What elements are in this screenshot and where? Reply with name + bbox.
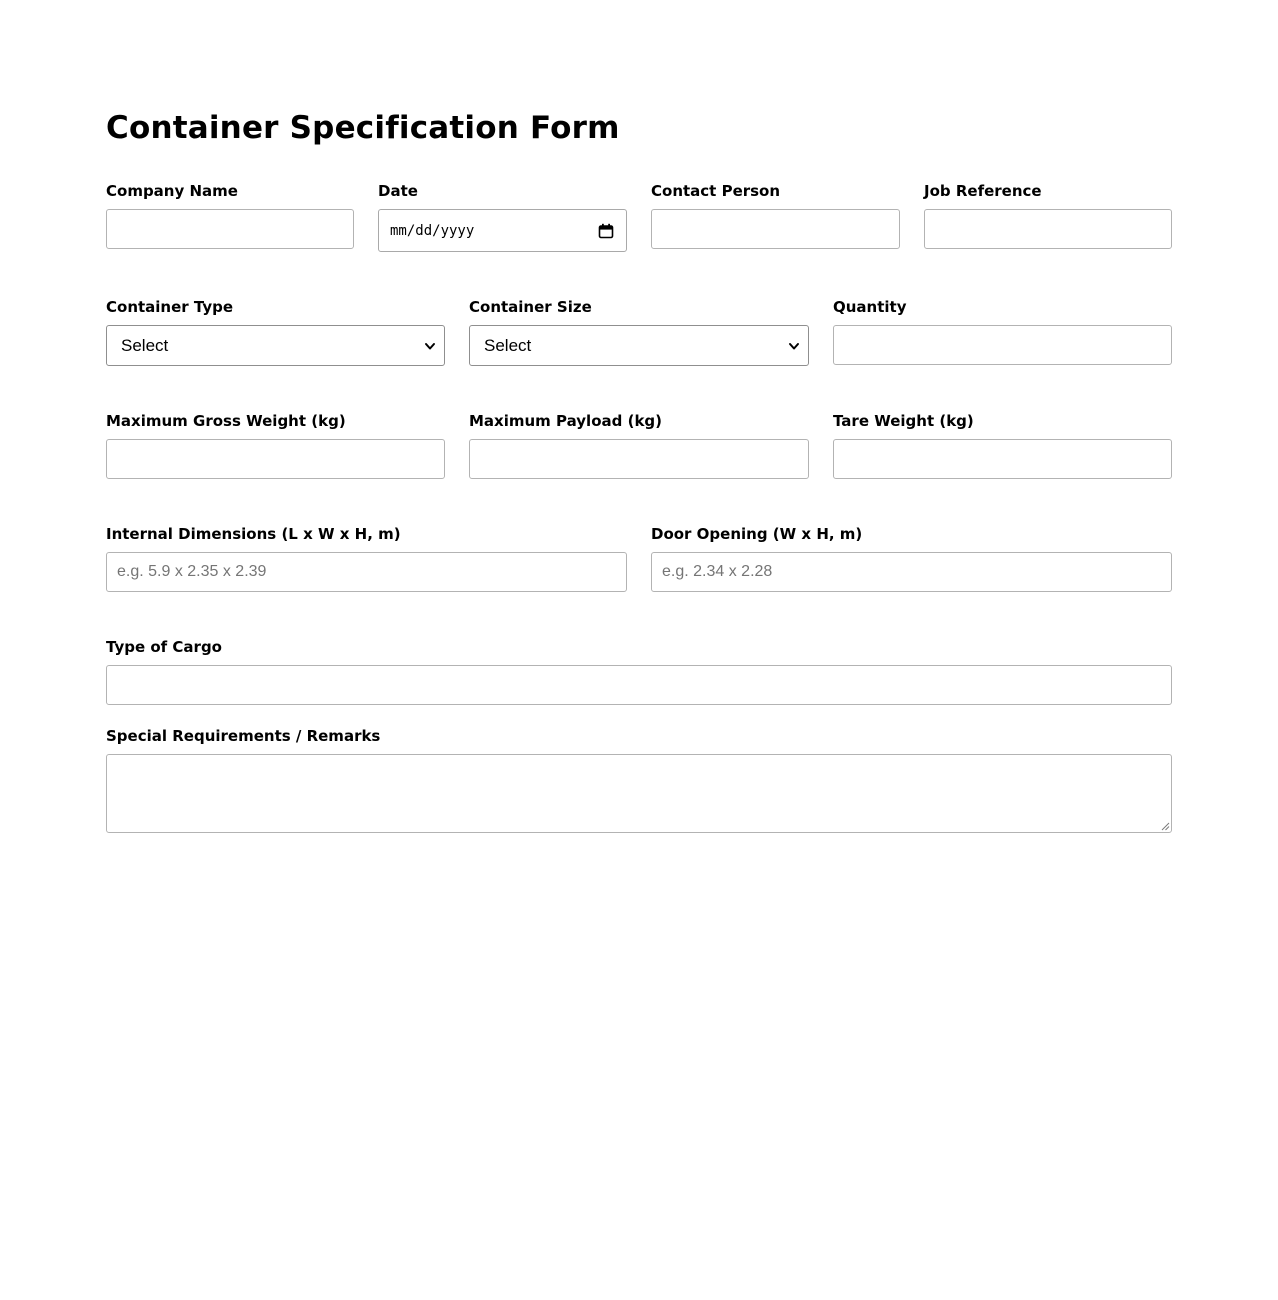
type-of-cargo-input[interactable]	[106, 665, 1172, 705]
job-reference-input[interactable]	[924, 209, 1172, 249]
job-reference-label: Job Reference	[924, 182, 1042, 200]
company-name-input[interactable]	[106, 209, 354, 249]
tare-weight-label: Tare Weight (kg)	[833, 412, 974, 430]
container-size-selected: Select	[484, 335, 532, 355]
date-input[interactable]	[378, 209, 627, 252]
internal-dimensions-label: Internal Dimensions (L x W x H, m)	[106, 525, 401, 543]
page-title: Container Specification Form	[106, 110, 620, 146]
special-requirements-label: Special Requirements / Remarks	[106, 727, 381, 745]
internal-dimensions-input[interactable]	[106, 552, 627, 592]
max-gross-weight-input[interactable]	[106, 439, 445, 479]
tare-weight-input[interactable]	[833, 439, 1172, 479]
door-opening-label: Door Opening (W x H, m)	[651, 525, 863, 543]
container-size-select[interactable]	[469, 325, 809, 366]
container-type-selected: Select	[121, 335, 169, 355]
quantity-input[interactable]	[833, 325, 1172, 365]
container-type-label: Container Type	[106, 298, 234, 316]
calendar-icon[interactable]	[598, 223, 614, 239]
chevron-down-icon	[788, 340, 800, 352]
contact-person-label: Contact Person	[651, 182, 781, 200]
door-opening-input[interactable]	[651, 552, 1172, 592]
quantity-label: Quantity	[833, 298, 907, 316]
date-input-value: mm/dd/yyyy	[390, 222, 475, 239]
max-payload-input[interactable]	[469, 439, 809, 479]
contact-person-input[interactable]	[651, 209, 900, 249]
company-name-label: Company Name	[106, 182, 238, 200]
date-label: Date	[378, 182, 418, 200]
container-size-label: Container Size	[469, 298, 592, 316]
chevron-down-icon	[424, 340, 436, 352]
max-gross-weight-label: Maximum Gross Weight (kg)	[106, 412, 346, 430]
resize-handle-icon[interactable]	[1161, 822, 1170, 831]
special-requirements-textarea[interactable]	[106, 754, 1172, 833]
container-type-select[interactable]	[106, 325, 445, 366]
type-of-cargo-label: Type of Cargo	[106, 638, 222, 656]
max-payload-label: Maximum Payload (kg)	[469, 412, 663, 430]
